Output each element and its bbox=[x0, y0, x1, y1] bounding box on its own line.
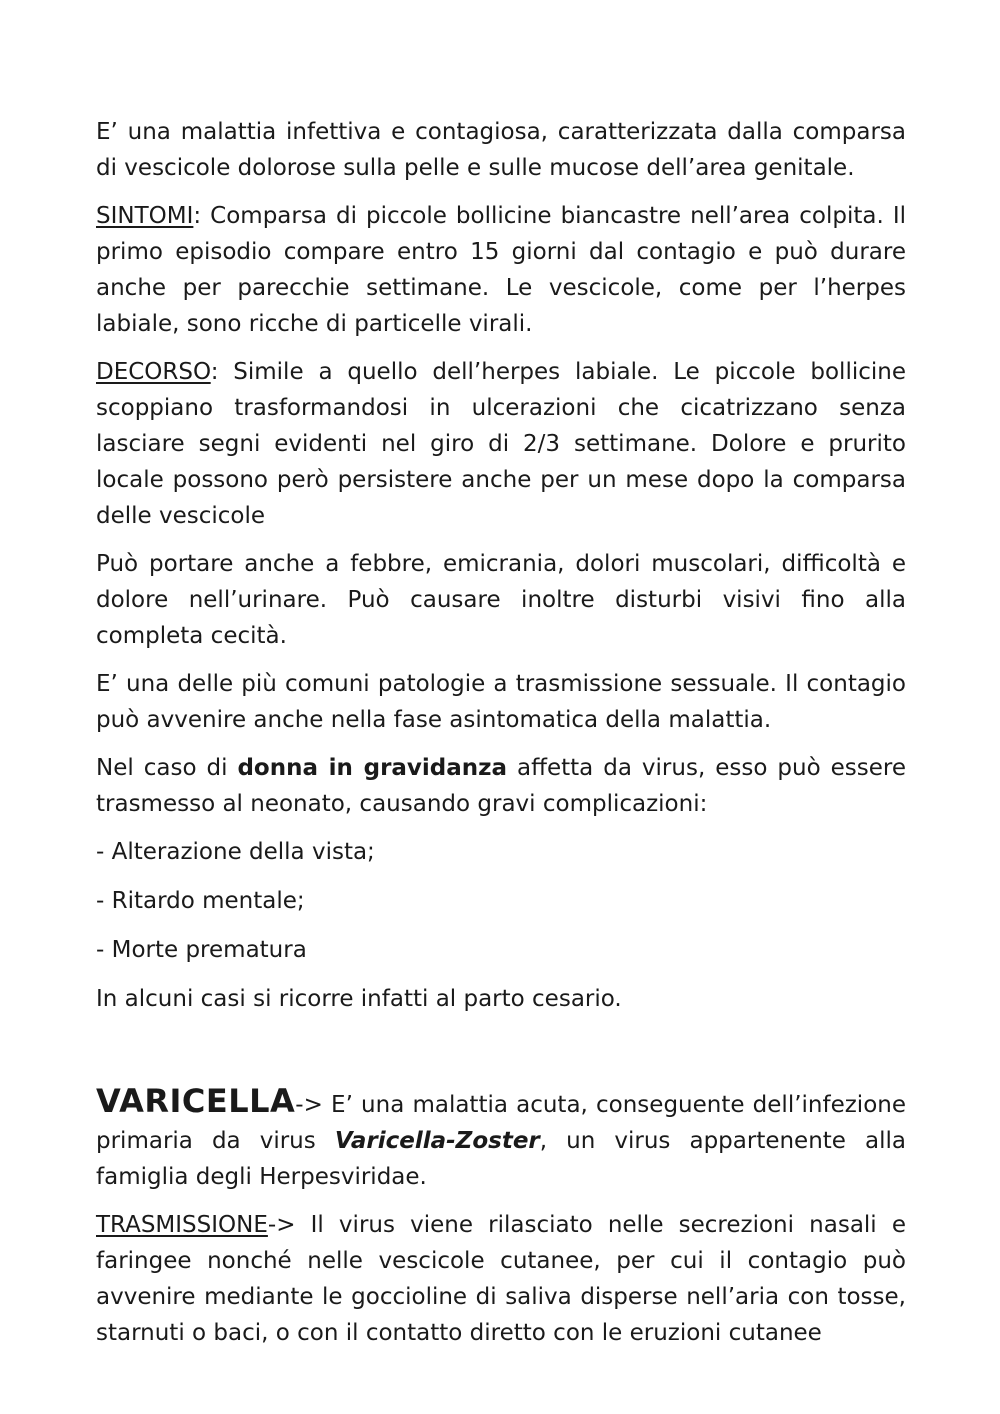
varicella-virus: Varicella-Zoster bbox=[334, 1128, 540, 1154]
varicella-pre: -> E’ una malattia acuta, conseguente dell’infezione primaria da virus bbox=[96, 1092, 906, 1154]
trasmissione-label: TRASMISSIONE bbox=[96, 1212, 268, 1238]
varicella-title: VARICELLA bbox=[96, 1082, 296, 1120]
sintomi-text: : Comparsa di piccole bollicine biancastre nell’area colpita. Il primo episodio compare entro 15 giorni dal contagio e può durare anche per parecchie settimane. Le vescicole, come per l’herpes labiale, sono ricche di particelle virali. bbox=[96, 203, 906, 337]
cesarean-paragraph: In alcuni casi si ricorre infatti al parto cesario. bbox=[96, 986, 622, 1012]
trasmissione-paragraph bbox=[96, 1207, 906, 1351]
transmission-paragraph: E’ una delle più comuni patologie a trasmissione sessuale. Il contagio può avvenire anche nella fase asintomatica della malattia. bbox=[96, 671, 906, 733]
list-item: - Ritardo mentale; bbox=[96, 888, 305, 914]
decorso-text: : Simile a quello dell’herpes labiale. Le piccole bollicine scoppiano trasformandosi in ulcerazioni che cicatrizzano senza lasciare segni evidenti nel giro di 2/3 settimane. Dolore e prurito locale possono però persistere anche per un mese dopo la comparsa delle vescicole bbox=[96, 359, 906, 529]
list-item: - Morte prematura bbox=[96, 937, 307, 963]
list-item: - Alterazione della vista; bbox=[96, 839, 375, 865]
varicella-post: , un virus appartenente alla famiglia degli Herpesviridae. bbox=[96, 1128, 907, 1190]
pregnancy-paragraph bbox=[96, 750, 906, 822]
trasmissione-text: -> Il virus viene rilasciato nelle secrezioni nasali e faringee nonché nelle vescicole cutanee, per cui il contagio può avvenire mediante le goccioline di saliva disperse nell’aria con tosse, starnuti o baci, o con il contatto diretto con le eruzioni cutanee bbox=[96, 1212, 906, 1346]
sintomi-label: SINTOMI bbox=[96, 203, 194, 229]
decorso-label: DECORSO bbox=[96, 359, 211, 385]
pregnancy-post: affetta da virus, esso può essere trasmesso al neonato, causando gravi complicazioni: bbox=[96, 755, 906, 817]
sintomi-paragraph bbox=[96, 198, 906, 342]
section-spacer bbox=[96, 1029, 906, 1083]
pregnancy-bold: donna in gravidanza bbox=[237, 755, 508, 781]
intro-paragraph: E’ una malattia infettiva e contagiosa, caratterizzata dalla comparsa di vescicole dolorose sulla pelle e sulle mucose dell’area genitale. bbox=[96, 119, 906, 181]
varicella-paragraph bbox=[96, 1083, 906, 1195]
symptoms-extra-paragraph: Può portare anche a febbre, emicrania, dolori muscolari, difficoltà e dolore nell’urinare. Può causare inoltre disturbi visivi fino alla completa cecità. bbox=[96, 551, 906, 649]
decorso-paragraph bbox=[96, 354, 906, 534]
pregnancy-pre: Nel caso di bbox=[96, 755, 238, 781]
